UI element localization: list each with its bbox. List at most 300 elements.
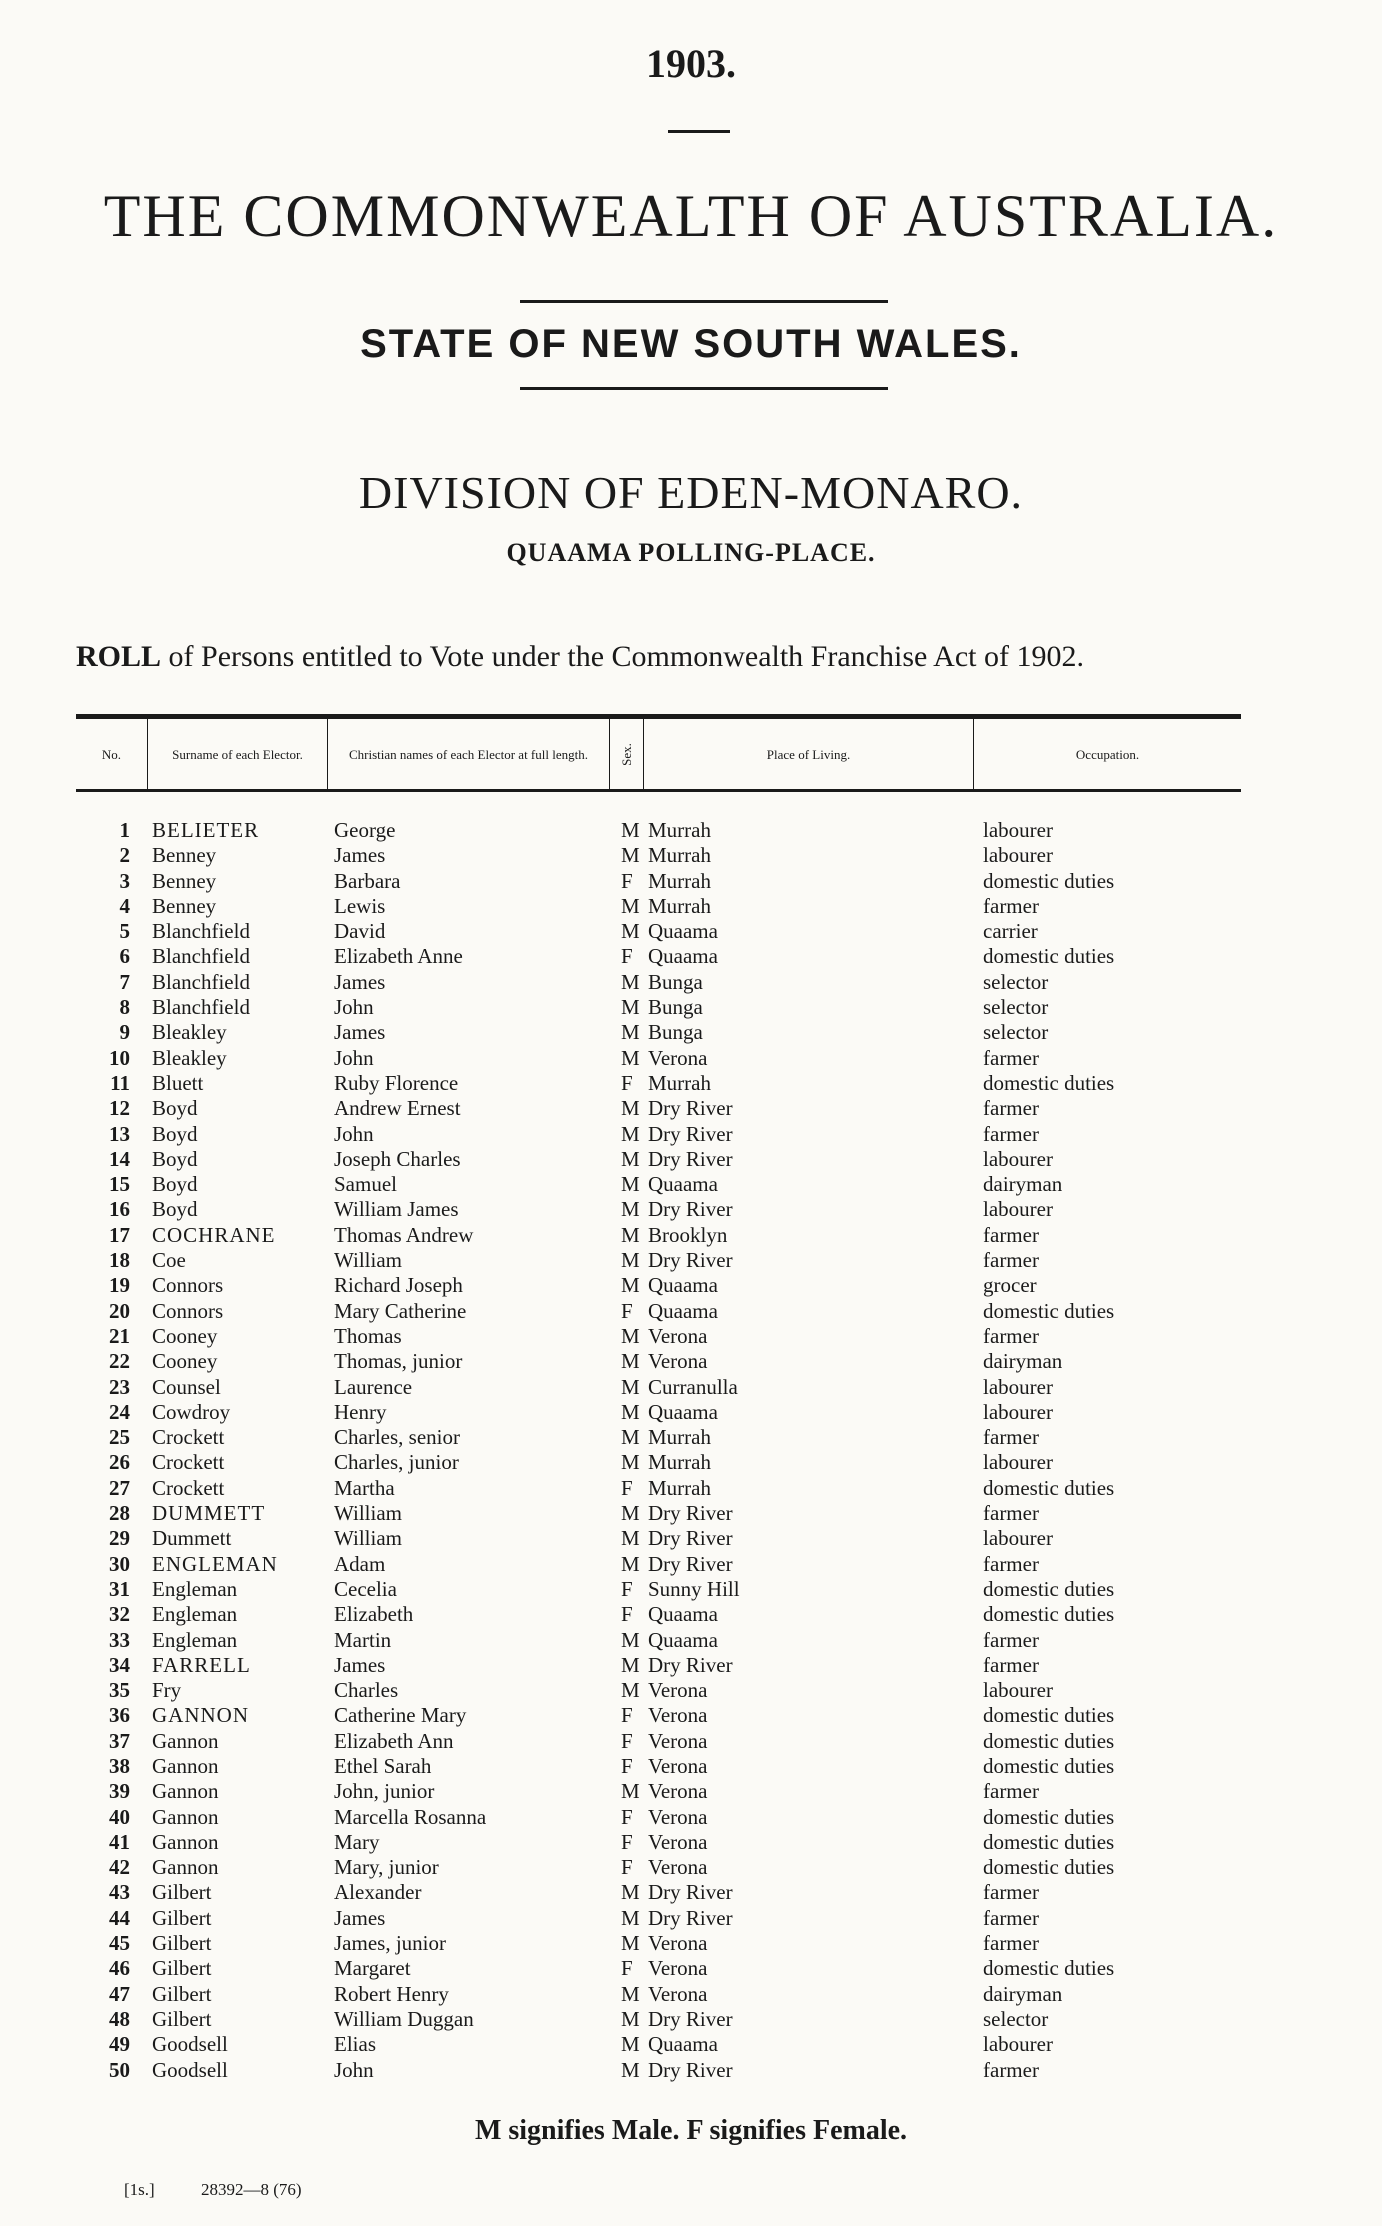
col-header-christian: Christian names of each Elector at full length. (328, 719, 610, 789)
table-row (76, 1729, 1241, 1754)
cell-no: 2 (119, 843, 130, 868)
table-row (76, 1577, 1241, 1602)
cell-surname: Boyd (152, 1096, 198, 1121)
cell-occupation: farmer (983, 893, 1039, 918)
cell-occupation: domestic duties (983, 1298, 1115, 1323)
table-row (76, 1248, 1241, 1273)
cell-no: 46 (109, 1956, 130, 1981)
cell-no: 15 (109, 1172, 130, 1197)
cell-christian-names: Mary Catherine (334, 1298, 467, 1323)
table-row (76, 1400, 1241, 1425)
cell-surname: Crockett (152, 1475, 225, 1500)
cell-occupation: domestic duties (983, 1703, 1115, 1728)
cell-occupation: farmer (983, 1551, 1039, 1576)
cell-surname: ENGLEMAN (152, 1551, 278, 1576)
cell-occupation: farmer (983, 1045, 1039, 1070)
cell-surname: Cooney (152, 1349, 218, 1374)
cell-surname: Boyd (152, 1121, 198, 1146)
cell-christian-names: Robert Henry (334, 1981, 449, 2006)
divider-rule (668, 130, 730, 133)
cell-christian-names: Cecelia (334, 1576, 397, 1601)
year-heading: 1903. (646, 41, 736, 86)
cell-no: 23 (109, 1374, 130, 1399)
cell-no: 38 (109, 1753, 130, 1778)
cell-christian-names: Thomas (334, 1323, 402, 1348)
table-row (76, 1349, 1241, 1374)
cell-sex: F (621, 1602, 633, 1627)
col-header-place: Place of Living. (644, 719, 974, 789)
cell-no: 26 (109, 1450, 130, 1475)
cell-place-of-living: Verona (648, 1678, 708, 1703)
cell-christian-names: Catherine Mary (334, 1703, 467, 1728)
cell-occupation: farmer (983, 1905, 1039, 1930)
cell-no: 17 (109, 1222, 130, 1247)
cell-surname: Connors (152, 1273, 224, 1298)
cell-sex: M (621, 1222, 640, 1247)
cell-no: 5 (119, 919, 130, 944)
roll-rest: of Persons entitled to Vote under the Commonwealth Franchise Act of 1902. (168, 640, 1084, 673)
cell-surname: Blanchfield (152, 919, 250, 944)
cell-place-of-living: Verona (648, 1931, 708, 1956)
cell-christian-names: John (334, 1121, 374, 1146)
cell-surname: FARRELL (152, 1652, 251, 1677)
col-header-surname: Surname of each Elector. (148, 719, 328, 789)
table-row (76, 1678, 1241, 1703)
cell-christian-names: Charles, junior (334, 1450, 459, 1475)
cell-christian-names: Martha (334, 1475, 395, 1500)
table-row (76, 1324, 1241, 1349)
cell-place-of-living: Dry River (648, 1121, 733, 1146)
cell-sex: F (621, 1576, 633, 1601)
cell-sex: M (621, 1323, 640, 1348)
cell-sex: M (621, 1020, 640, 1045)
cell-place-of-living: Verona (648, 1855, 708, 1880)
cell-sex: M (621, 1172, 640, 1197)
cell-no: 37 (109, 1728, 130, 1753)
cell-christian-names: Lewis (334, 893, 386, 918)
cell-surname: Bluett (152, 1070, 204, 1095)
cell-christian-names: James (334, 1652, 386, 1677)
table-row (76, 894, 1241, 919)
cell-christian-names: Thomas, junior (334, 1349, 463, 1374)
cell-occupation: farmer (983, 1222, 1039, 1247)
cell-occupation: farmer (983, 1121, 1039, 1146)
col-header-no: No. (76, 719, 148, 789)
cell-occupation: farmer (983, 2057, 1039, 2082)
cell-sex: F (621, 944, 633, 969)
cell-occupation: domestic duties (983, 1070, 1115, 1095)
cell-occupation: domestic duties (983, 1753, 1115, 1778)
cell-surname: Gannon (152, 1728, 219, 1753)
cell-no: 42 (109, 1855, 130, 1880)
cell-occupation: domestic duties (983, 944, 1115, 969)
cell-place-of-living: Murrah (648, 1425, 711, 1450)
cell-occupation: domestic duties (983, 1728, 1115, 1753)
cell-occupation: domestic duties (983, 1576, 1115, 1601)
table-row (76, 1956, 1241, 1981)
cell-no: 32 (109, 1602, 130, 1627)
cell-place-of-living: Quaama (648, 1172, 718, 1197)
cell-place-of-living: Curranulla (648, 1374, 738, 1399)
cell-occupation: selector (983, 969, 1049, 994)
cell-place-of-living: Quaama (648, 1273, 718, 1298)
cell-no: 22 (109, 1349, 130, 1374)
cell-sex: F (621, 1475, 633, 1500)
cell-surname: COCHRANE (152, 1222, 276, 1247)
electoral-roll-table (76, 714, 1241, 2082)
table-row (76, 1805, 1241, 1830)
cell-no: 10 (109, 1045, 130, 1070)
cell-surname: GANNON (152, 1703, 249, 1728)
cell-sex: M (621, 1526, 640, 1551)
cell-place-of-living: Dry River (648, 1096, 733, 1121)
cell-christian-names: Samuel (334, 1172, 397, 1197)
roll-lead: ROLL (76, 640, 162, 673)
cell-occupation: domestic duties (983, 1804, 1115, 1829)
cell-christian-names: Elizabeth Ann (334, 1728, 454, 1753)
cell-surname: Blanchfield (152, 944, 250, 969)
cell-christian-names: Ruby Florence (334, 1070, 459, 1095)
cell-surname: Boyd (152, 1197, 198, 1222)
cell-no: 27 (109, 1475, 130, 1500)
cell-no: 48 (109, 2006, 130, 2031)
table-row (76, 1299, 1241, 1324)
cell-no: 18 (109, 1248, 130, 1273)
cell-occupation: farmer (983, 1931, 1039, 1956)
table-row (76, 1375, 1241, 1400)
table-row (76, 1653, 1241, 1678)
table-row (76, 1552, 1241, 1577)
cell-no: 11 (110, 1070, 130, 1095)
cell-christian-names: Mary, junior (334, 1855, 439, 1880)
cell-christian-names: James (334, 969, 386, 994)
cell-no: 40 (109, 1804, 130, 1829)
cell-sex: M (621, 1501, 640, 1526)
cell-occupation: farmer (983, 1779, 1039, 1804)
cell-occupation: labourer (983, 1374, 1053, 1399)
cell-no: 47 (109, 1981, 130, 2006)
cell-christian-names: Joseph Charles (334, 1146, 461, 1171)
print-code (124, 2180, 344, 2200)
table-row (76, 1450, 1241, 1475)
cell-sex: M (621, 2032, 640, 2057)
cell-no: 12 (109, 1096, 130, 1121)
cell-christian-names: Elias (334, 2032, 376, 2057)
cell-place-of-living: Dry River (648, 1880, 733, 1905)
table-row (76, 1046, 1241, 1071)
table-row (76, 1526, 1241, 1551)
cell-place-of-living: Verona (648, 1956, 708, 1981)
cell-sex: F (621, 1829, 633, 1854)
cell-place-of-living: Quaama (648, 919, 718, 944)
cell-sex: M (621, 843, 640, 868)
table-row (76, 1197, 1241, 1222)
table-row (76, 1425, 1241, 1450)
cell-surname: Engleman (152, 1627, 238, 1652)
cell-surname: Gannon (152, 1779, 219, 1804)
cell-no: 28 (109, 1501, 130, 1526)
cell-christian-names: Ethel Sarah (334, 1753, 432, 1778)
commonwealth-title: THE COMMONWEALTH OF AUSTRALIA. (103, 183, 1279, 249)
cell-sex: F (621, 1753, 633, 1778)
cell-occupation: domestic duties (983, 1602, 1115, 1627)
cell-surname: Gannon (152, 1804, 219, 1829)
cell-surname: Gannon (152, 1855, 219, 1880)
cell-occupation: farmer (983, 1627, 1039, 1652)
cell-sex: F (621, 1956, 633, 1981)
cell-place-of-living: Quaama (648, 1627, 718, 1652)
cell-christian-names: James (334, 1905, 386, 1930)
cell-place-of-living: Dry River (648, 1526, 733, 1551)
cell-place-of-living: Verona (648, 1045, 708, 1070)
cell-sex: F (621, 1703, 633, 1728)
cell-place-of-living: Dry River (648, 1197, 733, 1222)
cell-no: 3 (119, 868, 130, 893)
table-row (76, 1501, 1241, 1526)
cell-occupation: farmer (983, 1880, 1039, 1905)
cell-christian-names: John, junior (334, 1779, 435, 1804)
table-row (76, 1071, 1241, 1096)
cell-no: 14 (109, 1146, 130, 1171)
cell-place-of-living: Verona (648, 1323, 708, 1348)
cell-occupation: domestic duties (983, 1855, 1115, 1880)
cell-place-of-living: Murrah (648, 843, 711, 868)
cell-sex: M (621, 1652, 640, 1677)
cell-place-of-living: Murrah (648, 1070, 711, 1095)
cell-christian-names: Richard Joseph (334, 1273, 463, 1298)
cell-surname: Goodsell (152, 2057, 228, 2082)
cell-sex: F (621, 1855, 633, 1880)
cell-sex: M (621, 1450, 640, 1475)
cell-place-of-living: Quaama (648, 2032, 718, 2057)
table-row (76, 1855, 1241, 1880)
cell-christian-names: John (334, 2057, 374, 2082)
cell-place-of-living: Dry River (648, 1652, 733, 1677)
table-row (76, 818, 1241, 843)
cell-christian-names: James, junior (334, 1931, 446, 1956)
cell-no: 49 (109, 2032, 130, 2057)
table-row (76, 970, 1241, 995)
table-row (76, 995, 1241, 1020)
cell-surname: Cowdroy (152, 1399, 231, 1424)
sex-legend: M signifies Male. F signifies Female. (474, 2115, 908, 2146)
cell-occupation: labourer (983, 1146, 1053, 1171)
table-row (76, 869, 1241, 894)
cell-surname: Fry (152, 1678, 182, 1703)
cell-sex: M (621, 1905, 640, 1930)
cell-sex: M (621, 995, 640, 1020)
cell-sex: M (621, 969, 640, 994)
cell-place-of-living: Verona (648, 1703, 708, 1728)
cell-sex: F (621, 1728, 633, 1753)
table-row (76, 1754, 1241, 1779)
cell-sex: M (621, 1399, 640, 1424)
cell-place-of-living: Bunga (648, 969, 703, 994)
cell-occupation: domestic duties (983, 1475, 1115, 1500)
cell-occupation: labourer (983, 1526, 1053, 1551)
cell-christian-names: Mary (334, 1829, 380, 1854)
cell-christian-names: Margaret (334, 1956, 411, 1981)
cell-place-of-living: Murrah (648, 1450, 711, 1475)
cell-christian-names: William (334, 1526, 402, 1551)
cell-no: 8 (119, 995, 130, 1020)
cell-surname: Gilbert (152, 1905, 212, 1930)
cell-occupation: farmer (983, 1652, 1039, 1677)
cell-occupation: labourer (983, 1197, 1053, 1222)
cell-no: 9 (119, 1020, 130, 1045)
cell-christian-names: William Duggan (334, 2006, 474, 2031)
cell-occupation: dairyman (983, 1981, 1063, 2006)
cell-christian-names: Barbara (334, 868, 401, 893)
cell-sex: M (621, 1349, 640, 1374)
cell-place-of-living: Quaama (648, 1602, 718, 1627)
cell-occupation: farmer (983, 1248, 1039, 1273)
cell-christian-names: Marcella Rosanna (334, 1804, 487, 1829)
cell-christian-names: Thomas Andrew (334, 1222, 474, 1247)
cell-place-of-living: Dry River (648, 1501, 733, 1526)
cell-place-of-living: Dry River (648, 1248, 733, 1273)
cell-place-of-living: Sunny Hill (648, 1576, 740, 1601)
cell-christian-names: James (334, 843, 386, 868)
cell-place-of-living: Verona (648, 1349, 708, 1374)
table-row (76, 1906, 1241, 1931)
table-row (76, 1982, 1241, 2007)
cell-place-of-living: Dry River (648, 1551, 733, 1576)
cell-place-of-living: Dry River (648, 2006, 733, 2031)
cell-sex: F (621, 1298, 633, 1323)
table-row (76, 1096, 1241, 1121)
cell-occupation: domestic duties (983, 1829, 1115, 1854)
cell-surname: Bleakley (152, 1045, 227, 1070)
cell-christian-names: William (334, 1501, 402, 1526)
cell-christian-names: David (334, 919, 386, 944)
cell-no: 1 (119, 818, 130, 842)
division-title: DIVISION OF EDEN-MONARO. (358, 467, 1024, 518)
cell-christian-names: John (334, 1045, 374, 1070)
cell-surname: Crockett (152, 1450, 225, 1475)
cell-no: 44 (109, 1905, 130, 1930)
cell-place-of-living: Verona (648, 1829, 708, 1854)
cell-place-of-living: Dry River (648, 1905, 733, 1930)
table-row (76, 1020, 1241, 1045)
cell-surname: Connors (152, 1298, 224, 1323)
cell-place-of-living: Verona (648, 1779, 708, 1804)
cell-occupation: labourer (983, 1399, 1053, 1424)
cell-surname: Gannon (152, 1753, 219, 1778)
cell-occupation: labourer (983, 2032, 1053, 2057)
cell-sex: M (621, 1197, 640, 1222)
cell-sex: M (621, 919, 640, 944)
cell-sex: M (621, 1425, 640, 1450)
table-row (76, 1476, 1241, 1501)
cell-surname: DUMMETT (152, 1501, 266, 1526)
cell-christian-names: Henry (334, 1399, 387, 1424)
cell-occupation: farmer (983, 1425, 1039, 1450)
cell-place-of-living: Murrah (648, 893, 711, 918)
table-row (76, 1880, 1241, 1905)
cell-occupation: labourer (983, 1678, 1053, 1703)
cell-place-of-living: Dry River (648, 2057, 733, 2082)
cell-place-of-living: Brooklyn (648, 1222, 728, 1247)
table-row (76, 2032, 1241, 2057)
cell-occupation: labourer (983, 1450, 1053, 1475)
col-header-occupation: Occupation. (1075, 746, 1140, 762)
cell-no: 6 (119, 944, 130, 969)
cell-surname: Engleman (152, 1602, 238, 1627)
cell-christian-names: Laurence (334, 1374, 413, 1399)
table-row (76, 2007, 1241, 2032)
cell-occupation: selector (983, 1020, 1049, 1045)
cell-place-of-living: Verona (648, 1981, 708, 2006)
table-row (76, 843, 1241, 868)
cell-sex: M (621, 1880, 640, 1905)
cell-sex: M (621, 893, 640, 918)
table-row (76, 2058, 1241, 2083)
cell-place-of-living: Verona (648, 1728, 708, 1753)
cell-no: 19 (109, 1273, 130, 1298)
cell-no: 31 (109, 1576, 130, 1601)
cell-sex: M (621, 1551, 640, 1576)
cell-christian-names: John (334, 995, 374, 1020)
cell-sex: M (621, 1779, 640, 1804)
cell-surname: Gilbert (152, 1956, 212, 1981)
table-row (76, 1830, 1241, 1855)
cell-place-of-living: Murrah (648, 818, 711, 842)
cell-surname: Crockett (152, 1425, 225, 1450)
cell-surname: Gannon (152, 1829, 219, 1854)
table-header (76, 714, 1241, 792)
cell-surname: Gilbert (152, 2006, 212, 2031)
cell-place-of-living: Quaama (648, 1298, 718, 1323)
cell-surname: Gilbert (152, 1880, 212, 1905)
cell-no: 45 (109, 1931, 130, 1956)
table-row (76, 1223, 1241, 1248)
cell-no: 33 (109, 1627, 130, 1652)
cell-christian-names: Elizabeth Anne (334, 944, 463, 969)
print-code-a: [1s.] (124, 2180, 155, 2199)
table-row (76, 1122, 1241, 1147)
cell-sex: M (621, 1678, 640, 1703)
cell-surname: Bleakley (152, 1020, 227, 1045)
cell-occupation: farmer (983, 1096, 1039, 1121)
cell-sex: M (621, 1248, 640, 1273)
cell-christian-names: George (334, 818, 396, 842)
divider-rule (520, 300, 888, 303)
cell-surname: Boyd (152, 1146, 198, 1171)
cell-sex: M (621, 818, 640, 842)
cell-occupation: labourer (983, 818, 1053, 842)
cell-occupation: domestic duties (983, 1956, 1115, 1981)
cell-no: 4 (119, 893, 130, 918)
cell-surname: Gilbert (152, 1981, 212, 2006)
cell-occupation: labourer (983, 843, 1053, 868)
table-row (76, 1273, 1241, 1298)
cell-no: 21 (109, 1323, 130, 1348)
cell-no: 25 (109, 1425, 130, 1450)
cell-sex: M (621, 1096, 640, 1121)
cell-place-of-living: Murrah (648, 1475, 711, 1500)
cell-surname: Benney (152, 893, 217, 918)
cell-occupation: dairyman (983, 1349, 1063, 1374)
cell-sex: M (621, 1146, 640, 1171)
cell-no: 36 (109, 1703, 130, 1728)
cell-occupation: farmer (983, 1323, 1039, 1348)
cell-no: 13 (109, 1121, 130, 1146)
cell-surname: BELIETER (152, 818, 260, 842)
cell-sex: M (621, 1121, 640, 1146)
col-header-sex: Sex. (610, 719, 644, 789)
cell-surname: Engleman (152, 1576, 238, 1601)
